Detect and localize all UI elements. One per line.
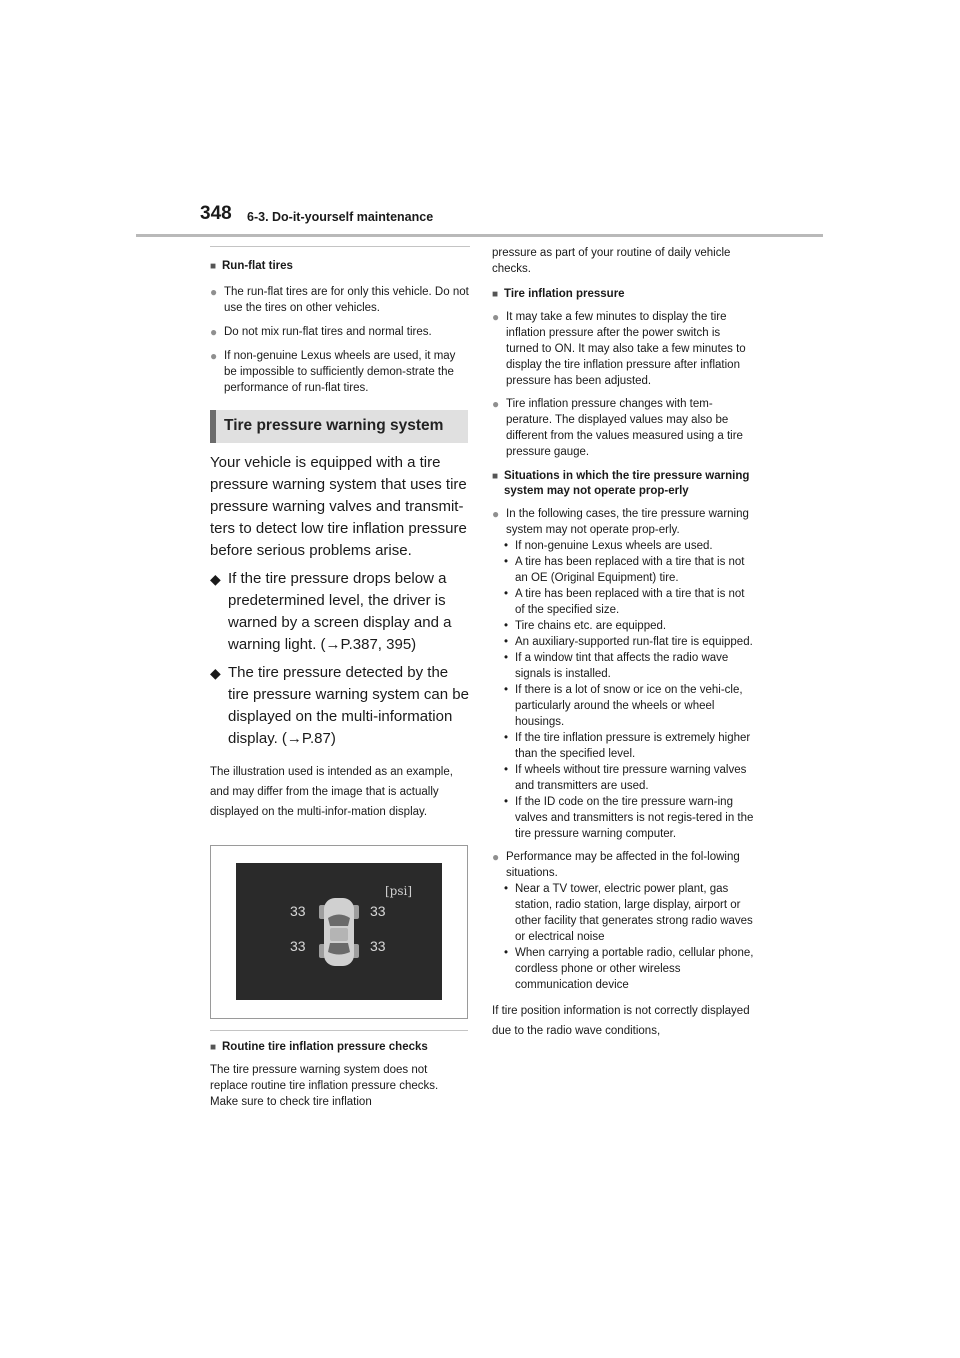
- case-item: • An auxiliary-supported run-flat tire is equipped.: [504, 636, 753, 648]
- list-item: ● The run-flat tires are for only this vehicle. Do not use the tires on other vehicles.: [210, 285, 469, 314]
- bullet-circle-icon: ●: [210, 325, 218, 339]
- bullet-circle-icon: ●: [492, 507, 500, 521]
- front-left-pressure: 33: [290, 903, 306, 919]
- intro-paragraph: Your vehicle is equipped with a tire pressure warning system that uses tire pressure warning valves and transmit-ters to detect low tire inflation pressure before serious problems arise.: [210, 454, 467, 559]
- front-right-pressure: 33: [370, 903, 386, 919]
- run-flat-block: [210, 246, 470, 396]
- chapter-title: 6-3. Do-it-yourself maintenance: [247, 210, 434, 224]
- illustration-note: The illustration used is intended as an example, and may differ from the image that is actually displayed on the multi-infor-mation display.: [210, 766, 453, 818]
- case-item: • If the tire inflation pressure is extremely higher than the specified level.: [504, 732, 751, 760]
- rear-left-pressure: 33: [290, 938, 306, 954]
- list-item: ◆ If the tire pressure drops below a predetermined level, the driver is warned by a screen display and a warning light. (→P.387, 395): [210, 570, 452, 653]
- case-item: • Tire chains etc. are equipped.: [504, 620, 667, 632]
- case-item: • If the ID code on the tire pressure warn-ing valves and transmitters is not regis-tered in the tire pressure warning computer.: [504, 796, 754, 840]
- square-marker-icon: ■: [210, 1042, 217, 1053]
- section-accent: [210, 410, 216, 443]
- situations-heading: ■ Situations in which the tire pressure warning system may not operate prop-erly: [492, 470, 750, 497]
- square-marker-icon: ■: [492, 289, 499, 300]
- section-title: Tire pressure warning system: [224, 417, 444, 434]
- list-item: ● In the following cases, the tire pressure warning system may not operate prop-erly.: [492, 507, 749, 536]
- diamond-bullet-icon: ◆: [210, 571, 221, 587]
- case-list: [492, 881, 754, 993]
- bullet-circle-icon: ●: [210, 285, 218, 299]
- closing-paragraph: If tire position information is not correctly displayed due to the radio wave conditions,: [492, 1005, 750, 1037]
- divider: [210, 1030, 468, 1031]
- list-item: ● Do not mix run-flat tires and normal tires.: [210, 325, 432, 339]
- bullet-circle-icon: ●: [210, 349, 218, 363]
- run-flat-heading: ■ Run-flat tires: [210, 260, 293, 272]
- case-item: • If there is a lot of snow or ice on the vehi-cle, particularly around the wheels or wheel housings.: [504, 684, 743, 728]
- list-item: ● If non-genuine Lexus wheels are used, it may be impossible to sufficiently demon-strate the performance of run-flat tires.: [210, 349, 456, 394]
- diamond-bullet-icon: ◆: [210, 665, 221, 681]
- case-item: • Near a TV tower, electric power plant, gas station, radio station, large display, airport or other facility that generates strong radio waves or electrical noise: [504, 883, 753, 943]
- inflation-heading: ■ Tire inflation pressure: [492, 288, 625, 300]
- routine-text: The tire pressure warning system does not replace routine tire inflation pressure checks. Make sure to check tire inflation: [210, 1064, 439, 1108]
- intro-block: [210, 452, 472, 822]
- page-number: 348: [200, 203, 232, 224]
- list-item: ● Tire inflation pressure changes with tem-perature. The displayed values may also be different from the values measured using a tire pressure gauge.: [492, 397, 743, 458]
- list-item: ● Performance may be affected in the fol-lowing situations.: [492, 850, 740, 879]
- list-item: ● It may take a few minutes to display the tire inflation pressure after the power switch is turned to ON. It may also take a few minutes to display the tire inflation pressure after inflation pressure has been adjusted.: [492, 310, 746, 387]
- case-item: • If wheels without tire pressure warning valves and transmitters are used.: [504, 764, 747, 792]
- car-top-view-icon: [318, 896, 360, 968]
- case-item: • When carrying a portable radio, cellular phone, cordless phone or other wireless communication device: [504, 947, 754, 991]
- list-item: ◆ The tire pressure detected by the tire pressure warning system can be displayed on the multi-information display. (→P.87): [210, 664, 469, 747]
- pressure-unit: [psi]: [385, 884, 413, 898]
- bullet-circle-icon: ●: [492, 310, 500, 324]
- multi-information-display: [236, 863, 442, 1000]
- divider: [210, 246, 470, 247]
- case-item: • If a window tint that affects the radio wave signals is installed.: [504, 652, 729, 680]
- section-title-bar: [210, 410, 468, 443]
- rear-right-pressure: 33: [370, 938, 386, 954]
- header-rule: [136, 234, 823, 237]
- square-marker-icon: ■: [492, 471, 499, 482]
- case-item: • A tire has been replaced with a tire that is not an OE (Original Equipment) tire.: [504, 556, 745, 584]
- case-item: • If non-genuine Lexus wheels are used.: [504, 540, 713, 552]
- routine-continued: pressure as part of your routine of daily vehicle checks.: [492, 247, 731, 275]
- routine-heading: ■ Routine tire inflation pressure checks: [210, 1041, 428, 1053]
- right-column: [492, 245, 754, 1041]
- square-marker-icon: ■: [210, 261, 217, 272]
- bullet-circle-icon: ●: [492, 397, 500, 411]
- routine-block: [210, 1030, 468, 1110]
- bullet-circle-icon: ●: [492, 850, 500, 864]
- case-item: • A tire has been replaced with a tire that is not of the specified size.: [504, 588, 745, 616]
- case-list: [492, 538, 754, 842]
